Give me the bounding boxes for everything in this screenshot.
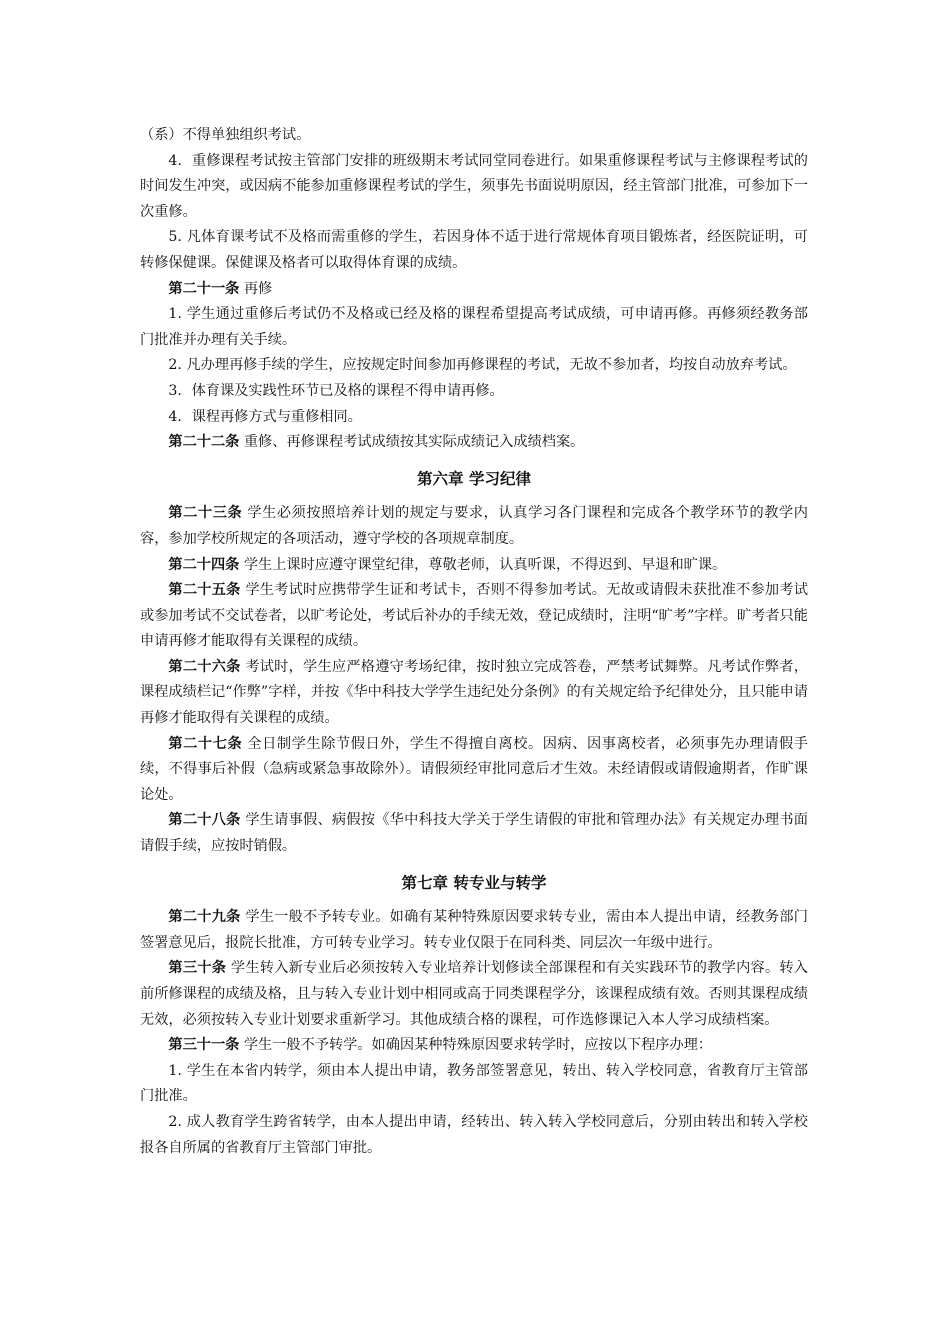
paragraph-text: 5. 凡体育课考试不及格而需重修的学生，若因身体不适于进行常规体育项目锻炼者，经医院证明，可转修保健课。保健课及格者可以取得体育课的成绩。: [140, 229, 808, 271]
paragraph: [140, 123, 808, 149]
article-number: 第三十一条: [168, 1037, 240, 1054]
paragraph-text: 重修、再修课程考试成绩按其实际成绩记入成绩档案。: [239, 434, 585, 451]
paragraph: [140, 379, 808, 405]
article-number: 第二十二条: [168, 434, 240, 451]
article-paragraph: [140, 277, 808, 303]
paragraph-text: 2. 凡办理再修手续的学生，应按规定时间参加再修课程的考试，无故不参加者，均按自动放弃考试。: [168, 357, 797, 374]
article-paragraph: [140, 956, 808, 1033]
paragraph: [140, 302, 808, 353]
paragraph-text: 学生请事假、病假按《华中科技大学关于学生请假的审批和管理办法》有关规定办理书面请假手续，应按时销假。: [140, 812, 808, 855]
article-number: 第二十七条: [168, 735, 243, 752]
paragraph: [140, 149, 808, 226]
paragraph: [140, 225, 808, 276]
chapter-heading: 第六章 学习纪律: [417, 469, 531, 488]
paragraph-text: 学生一般不予转专业。如确有某种特殊原因要求转专业，需由本人提出申请，经教务部门签署意见后，报院长批准，方可转专业学习。转专业仅限于在同科类、同层次一年级中进行。: [140, 909, 808, 951]
article-paragraph: [140, 655, 808, 732]
paragraph-text: 学生上课时应遵守课堂纪律，尊敬老师，认真听课，不得迟到、早退和旷课。: [239, 556, 727, 573]
article-number: 第二十四条: [168, 556, 240, 573]
article-paragraph: [140, 578, 808, 655]
article-paragraph: [140, 430, 808, 456]
article-paragraph: [140, 808, 808, 859]
article-number: 第二十九条: [168, 909, 241, 926]
paragraph-text: 3．体育课及实践性环节已及格的课程不得申请再修。: [168, 382, 504, 399]
article-number: 第二十五条: [168, 582, 241, 599]
paragraph-text: 学生必须按照培养计划的规定与要求，认真学习各门课程和完成各个教学环节的教学内容，参加学校所规定的各项活动，遵守学校的各项规章制度。: [140, 505, 808, 547]
paragraph-text: 4．重修课程考试按主管部门安排的班级期末考试同堂同卷进行。如果重修课程考试与主修课程考试的时间发生冲突，或因病不能参加重修课程考试的学生，须事先书面说明原因，经主管部门批准，可参加下一次重修。: [140, 152, 808, 220]
paragraph-text: 2. 成人教育学生跨省转学，由本人提出申请，经转出、转入转入学校同意后，分别由转出和转入学校报各自所属的省教育厅主管部门审批。: [140, 1113, 808, 1156]
article-number: 第三十条: [168, 960, 227, 977]
paragraph-text: 4．课程再修方式与重修相同。: [168, 408, 362, 425]
chapter-heading: 第七章 转专业与转学: [401, 873, 547, 892]
paragraph-text: 1. 学生在本省内转学，须由本人提出申请，教务部签署意见，转出、转入学校同意，省教育厅主管部门批准。: [140, 1062, 808, 1105]
article-paragraph: [140, 905, 808, 956]
article-number: 第二十六条: [168, 658, 241, 675]
paragraph-text: 再修: [239, 280, 273, 297]
paragraph-text: 考试时，学生应严格遵守考场纪律，按时独立完成答卷，严禁考试舞弊。凡考试作弊者，课程成绩栏记“作弊”字样，并按《华中科技大学学生违纪处分条例》的有关规定给予纪律处分，且只能申请再修才能取得有关课程的成绩。: [140, 658, 808, 727]
paragraph-text: 学生转入新专业后必须按转入专业培养计划修读全部课程和有关实践环节的教学内容。转入前所修课程的成绩及格，且与转入专业计划中相同或高于同类课程学分，该课程成绩有效。否则其课程成绩无效，必须按转入专业计划要求重新学习。其他成绩合格的课程，可作选修课记入本人学习成绩档案。: [140, 960, 808, 1028]
paragraph-text: 1. 学生通过重修后考试仍不及格或已经及格的课程希望提高考试成绩，可申请再修。再修须经教务部门批准并办理有关手续。: [140, 306, 808, 348]
article-paragraph: [140, 732, 808, 809]
paragraph-text: （系）不得单独组织考试。: [140, 127, 311, 143]
article-paragraph: [140, 553, 808, 579]
paragraph: [140, 1110, 808, 1161]
paragraph-text: 学生一般不予转学。如确因某种特殊原因要求转学时，应按以下程序办理：: [239, 1037, 713, 1054]
paragraph: [140, 353, 808, 379]
article-number: 第二十八条: [168, 812, 241, 829]
paragraph-text: 学生考试时应携带学生证和考试卡，否则不得参加考试。无故或请假未获批准不参加考试或参加考试不交试卷者，以旷考论处，考试后补办的手续无效，登记成绩时，注明“旷考”字样。旷考者只能申请再修才能取得有关课程的成绩。: [140, 582, 808, 650]
paragraph: [140, 405, 808, 431]
paragraph: [140, 1059, 808, 1110]
article-paragraph: [140, 1033, 808, 1059]
article-paragraph: [140, 501, 808, 552]
article-number: 第二十一条: [168, 280, 240, 297]
document-page: [140, 123, 808, 1161]
paragraph-text: 全日制学生除节假日外，学生不得擅自离校。因病、因事离校者，必须事先办理请假手续，不得事后补假（急病或紧急事故除外）。请假须经审批同意后才生效。未经请假或请假逾期者，作旷课论处。: [140, 735, 808, 803]
article-number: 第二十三条: [168, 505, 243, 522]
